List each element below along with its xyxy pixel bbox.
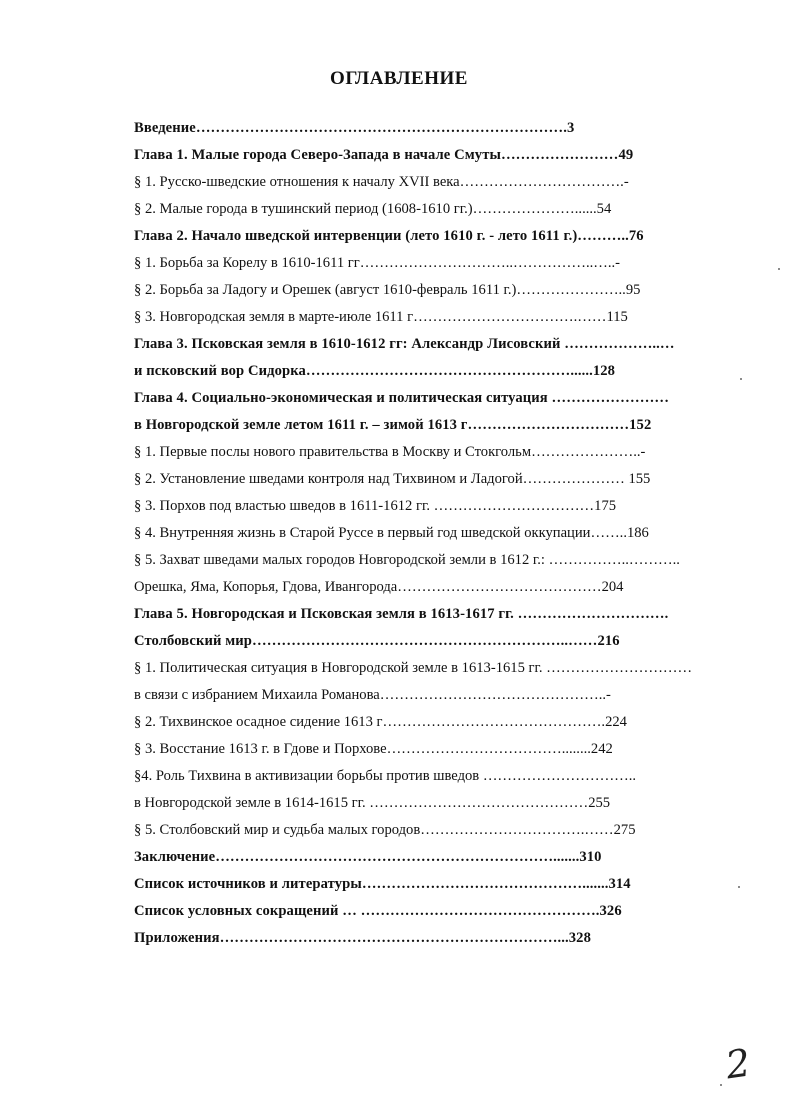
toc-entry [134, 385, 744, 412]
toc-entry-text: и псковский вор Сидорка………………………………………………......128 [134, 363, 616, 379]
scan-speck [778, 268, 780, 270]
toc-entry-text: Приложения……………………………………………………………...328 [134, 930, 591, 946]
toc-entry-text: Список условных сокращений … ………………………………………….326 [134, 903, 622, 919]
toc-entry [134, 304, 744, 331]
toc-entry-text: Глава 5. Новгородская и Псковская земля в 1613-1617 гг. …………………………. [134, 606, 669, 622]
toc-entry [134, 358, 744, 385]
toc-entry-text: Глава 3. Псковская земля в 1610-1612 гг: Александр Лисовский ………………..… [134, 336, 675, 352]
toc-entry [134, 412, 744, 439]
toc-entry [134, 466, 744, 493]
toc-entry-text: § 2. Тихвинское осадное сидение 1613 г……………………………………….224 [134, 714, 627, 730]
toc-entry-text: Введение………………………………………………………………….3 [134, 120, 575, 136]
toc-entry-text: Список источников и литературы……………………………………….......314 [134, 876, 631, 892]
toc-entry-text: § 3. Порхов под властью шведов в 1611-1612 гг. ……………………………175 [134, 498, 617, 514]
toc-entry [134, 898, 744, 925]
handwritten-page-number: 2 [723, 1040, 754, 1088]
toc-entry [134, 682, 744, 709]
toc-entry-text: § 4. Внутренняя жизнь в Старой Руссе в первый год шведской оккупации……..186 [134, 525, 649, 541]
toc-entry-text: § 1. Борьба за Корелу в 1610-1611 гг…………………………..……………..…..- [134, 255, 621, 271]
toc-entry [134, 601, 744, 628]
toc-entry [134, 763, 744, 790]
toc-entry [134, 493, 744, 520]
toc-entry-text: § 3. Новгородская земля в марте-июле 1611 г…………………………….……115 [134, 309, 628, 325]
toc-entry [134, 547, 744, 574]
toc-entry-text: Глава 2. Начало шведской интервенции (лето 1610 г. - лето 1611 г.)………..76 [134, 228, 644, 244]
toc-entry-text: в Новгородской земле летом 1611 г. – зимой 1613 г……………………………152 [134, 417, 652, 433]
toc-entry [134, 169, 744, 196]
toc-entry [134, 223, 744, 250]
toc-entry-text: § 1. Русско-шведские отношения к началу XVII века…………………………….- [134, 174, 629, 190]
scan-speck [738, 886, 740, 888]
toc-entry [134, 331, 744, 358]
toc-entry [134, 736, 744, 763]
toc-entry-text: § 5. Захват шведами малых городов Новгородской земли в 1612 г.: ……………..……….. [134, 552, 680, 568]
toc-entry [134, 277, 744, 304]
toc-entry [134, 250, 744, 277]
toc-entry [134, 115, 744, 142]
toc-entry [134, 439, 744, 466]
toc-entry-text: § 5. Столбовский мир и судьба малых городов…………………………….……275 [134, 822, 636, 838]
toc-entry-text: в связи с избранием Михаила Романова………………………………………..- [134, 687, 611, 703]
toc-entry-text: § 1. Первые послы нового правительства в Москву и Стокгольм…………………..- [134, 444, 646, 460]
toc-entry-text: Заключение…………………………………………………………….......310 [134, 849, 602, 865]
toc-entry-text: § 2. Установление шведами контроля над Тихвином и Ладогой………………… 155 [134, 471, 651, 487]
toc-entry-text: Орешка, Яма, Копорья, Гдова, Ивангорода……………………………………204 [134, 579, 624, 595]
scan-speck [740, 378, 742, 380]
scan-speck [720, 1084, 722, 1086]
toc-entry [134, 709, 744, 736]
toc-entry-text: § 3. Восстание 1613 г. в Гдове и Порхове………………………………........242 [134, 741, 613, 757]
toc-entry [134, 790, 744, 817]
toc-entry-text: Глава 1. Малые города Северо-Запада в начале Смуты……………………49 [134, 147, 634, 163]
page-title: ОГЛАВЛЕНИЕ [330, 68, 468, 89]
toc-entry [134, 925, 744, 952]
toc-entry-text: § 2. Малые города в тушинский период (1608-1610 гг.)…………………......54 [134, 201, 612, 217]
table-of-contents [134, 115, 744, 952]
toc-entry-text: §4. Роль Тихвина в активизации борьбы против шведов ………………………….. [134, 768, 637, 784]
toc-entry-text: § 2. Борьба за Ладогу и Орешек (август 1610-февраль 1611 г.)…………………..95 [134, 282, 641, 298]
toc-entry [134, 574, 744, 601]
toc-entry [134, 871, 744, 898]
toc-entry-text: § 1. Политическая ситуация в Новгородской земле в 1613-1615 гг. ………………………… [134, 660, 693, 676]
toc-entry-text: Глава 4. Социально-экономическая и политическая ситуация …………………… [134, 390, 670, 406]
toc-entry [134, 520, 744, 547]
toc-entry [134, 655, 744, 682]
toc-entry-text: в Новгородской земле в 1614-1615 гг. ………………………………………255 [134, 795, 611, 811]
toc-entry [134, 628, 744, 655]
toc-entry-text: Столбовский мир………………………………………………………..……216 [134, 633, 620, 649]
toc-entry [134, 817, 744, 844]
toc-entry [134, 844, 744, 871]
toc-entry [134, 142, 744, 169]
toc-entry [134, 196, 744, 223]
